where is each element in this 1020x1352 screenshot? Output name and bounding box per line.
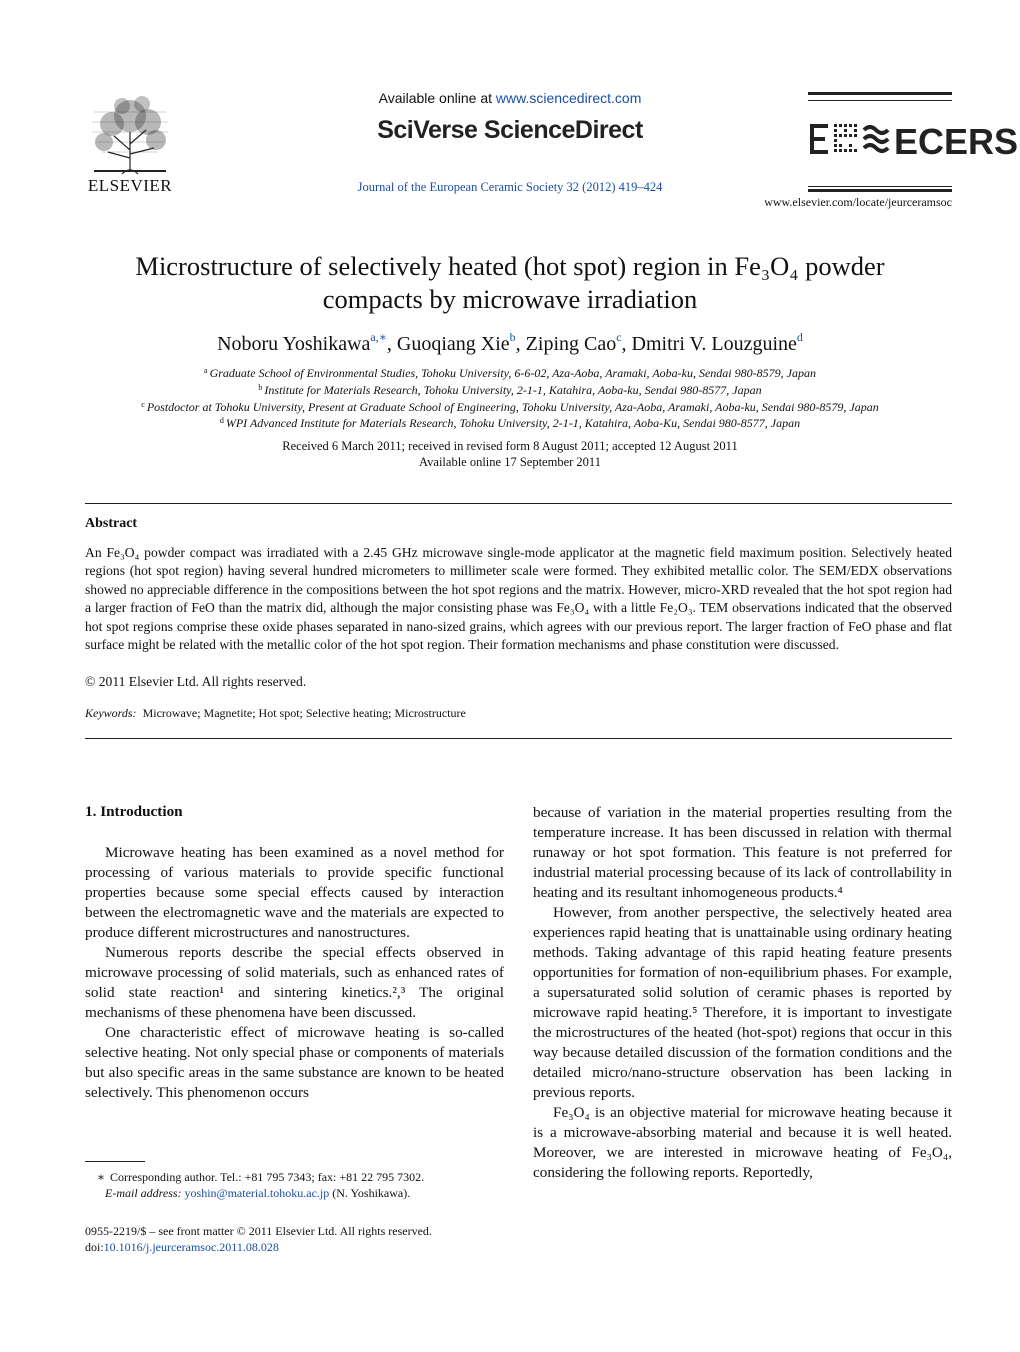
author-name: Noboru Yoshikawa bbox=[217, 333, 371, 355]
abstract-top-rule bbox=[85, 503, 952, 504]
ecers-logo bbox=[808, 92, 1019, 192]
affiliation-key: b bbox=[258, 383, 263, 392]
author-affiliation-marker[interactable]: b bbox=[509, 330, 516, 344]
author-separator: , bbox=[515, 333, 526, 355]
sciencedirect-link[interactable]: www.sciencedirect.com bbox=[495, 90, 642, 106]
right-column bbox=[533, 803, 952, 1183]
affiliation-key: c bbox=[141, 400, 145, 409]
doi-line bbox=[85, 1239, 515, 1255]
email-link[interactable]: yoshin@material.tohoku.ac.jp bbox=[184, 1186, 330, 1200]
author-name: Dmitri V. Louzguine bbox=[631, 333, 797, 355]
affiliation bbox=[60, 416, 960, 431]
keywords-list: Microwave; Magnetite; Hot spot; Selective heating; Microstructure bbox=[142, 706, 466, 720]
email-suffix: (N. Yoshikawa). bbox=[329, 1186, 411, 1200]
paragraph: Fe₃O₄ is an objective material for microwave heating because it is a microwave-absorbing material and because it is well heated. Moreover, we are interested in microwave heating of Fe₃O₄, considering the following reports. Reportedly, bbox=[533, 1104, 952, 1181]
doi-link[interactable]: 10.1016/j.jeurceramsoc.2011.08.028 bbox=[103, 1240, 279, 1254]
abstract-bottom-rule bbox=[85, 738, 952, 739]
author-name: Ziping Cao bbox=[525, 333, 617, 355]
keywords-line bbox=[85, 706, 466, 721]
available-prefix: Available online at bbox=[378, 90, 496, 106]
footnote-rule bbox=[85, 1161, 145, 1162]
article-title bbox=[80, 250, 940, 316]
available-online-line bbox=[300, 90, 720, 106]
elsevier-wordmark: ELSEVIER bbox=[87, 176, 173, 195]
affiliation bbox=[60, 400, 960, 415]
author-affiliation-marker[interactable]: d bbox=[796, 330, 803, 344]
corresponding-author-note bbox=[85, 1169, 515, 1185]
available-online-date: Available online 17 September 2011 bbox=[419, 455, 601, 469]
abstract-text: An Fe₃O₄ powder compact was irradiated with a 2.45 GHz microwave single-mode applicator at the magnetic field maximum position. Selectively heated regions (hot spot region) having several hundred micrometers to millimeter scale were formed. They exhibited metallic color. The SEM/EDX observations showed no appreciable difference in the compositions between the hot spot regions and the matrix. However, micro-XRD revealed that the hot spot region had a larger fraction of FeO than the matrix did, although the major consisting phase was Fe₃O₄ with a little Fe₂O₃. TEM observations indicated that the observed hot spot regions comprise these oxide phases separated in nano-sized grains, which agrees with our previous report. The larger fraction of FeO phase and flat surface might be related with the metallic color of the hot spot region. Their formation mechanisms and phase constitution were discussed. bbox=[85, 545, 952, 653]
abstract-heading: Abstract bbox=[85, 516, 138, 531]
affiliation-key: a bbox=[204, 366, 208, 375]
affiliation bbox=[60, 366, 960, 381]
left-column bbox=[85, 843, 504, 1103]
author-name: Guoqiang Xie bbox=[396, 333, 510, 355]
corresponding-text: Corresponding author. Tel.: +81 795 7343; fax: +81 22 795 7302. bbox=[110, 1170, 425, 1184]
paragraph: However, from another perspective, the selectively heated area experiences rapid heating that is unattainable using ordinary heating methods. Taking advantage of this rapid heating feature presents opportunities for formation of non-equilibrium phases. For example, a supersaturated solid solution of ceramic phases is reported by microwave rapid heating.⁵ Therefore, it is important to investigate the microstructures of the heated (hot-spot) regions that occur in this way because detailed discussion of the formation conditions and the detailed micro/nano-structure observation has been lacking in previous reports. bbox=[533, 904, 952, 1101]
doi-label: doi: bbox=[85, 1240, 104, 1254]
paragraph: because of variation in the material properties resulting from the temperature increase. It has been discussed in relation with thermal runaway or hot spot formation. This feature is not preferred for industrial material processing because of its lack of controllability in heating and its resultant inhomogeneous products.⁴ bbox=[533, 804, 952, 901]
paragraph: Microwave heating has been examined as a novel method for processing of various materials to provide specific functional properties because some special effects caused by interaction between the electromagnetic wave and the materials are expected to produce different microstructures and nanostructures. bbox=[85, 844, 504, 941]
section-heading: 1. Introduction bbox=[85, 803, 183, 820]
journal-homepage-url[interactable]: www.elsevier.com/locate/jeurceramsoc bbox=[764, 195, 952, 209]
footnote-star: ∗ bbox=[96, 1170, 105, 1184]
front-matter-line: 0955-2219/$ – see front matter © 2011 Elsevier Ltd. All rights reserved. bbox=[85, 1224, 432, 1238]
author-separator: , bbox=[386, 333, 397, 355]
journal-citation-link[interactable]: Journal of the European Ceramic Society 32 (2012) 419–424 bbox=[357, 180, 663, 194]
affiliation-text: WPI Advanced Institute for Materials Research, Tohoku University, 2-1-1, Katahira, Aoba-Ku, Sendai 980-8577, Japan bbox=[225, 416, 801, 430]
email-label: E-mail address: bbox=[105, 1186, 182, 1200]
affiliation-text: Graduate School of Environmental Studies, Tohoku University, 6-6-02, Aza-Aoba, Aramaki, Aoba-ku, Sendai 980-8579, Japan bbox=[209, 366, 816, 380]
email-note bbox=[85, 1185, 535, 1201]
received-dates: Received 6 March 2011; received in revised form 8 August 2011; accepted 12 August 2011 bbox=[282, 439, 738, 453]
author-affiliation-marker[interactable]: c bbox=[616, 330, 622, 344]
keywords-label: Keywords: bbox=[85, 706, 137, 720]
author-list bbox=[80, 330, 940, 356]
affiliation bbox=[60, 383, 960, 398]
affiliation-key: d bbox=[219, 416, 224, 425]
title-line-2: compacts by microwave irradiation bbox=[322, 284, 698, 314]
title-line-1: Microstructure of selectively heated (hot spot) region in Fe₃O₄ powder bbox=[135, 251, 885, 281]
copyright-notice: © 2011 Elsevier Ltd. All rights reserved. bbox=[85, 674, 307, 689]
affiliation-text: Postdoctor at Tohoku University, Present at Graduate School of Engineering, Tohoku University, Aza-Aoba, Aramaki, Aoba-ku, Sendai 980-8579, Japan bbox=[146, 400, 879, 414]
paragraph: One characteristic effect of microwave heating is so-called selective heating. Not only special phase or components of materials but also specific areas in the same substance are known to be heated selectively. This phenomenon occurs bbox=[85, 1024, 504, 1101]
sciverse-sciencedirect-wordmark: SciVerse ScienceDirect bbox=[377, 116, 643, 144]
affiliation-text: Institute for Materials Research, Tohoku University, 2-1-1, Katahira, Aoba-ku, Sendai 980-8577, Japan bbox=[264, 383, 762, 397]
author-separator: , bbox=[621, 333, 632, 355]
author-affiliation-marker[interactable]: a,∗ bbox=[370, 330, 387, 344]
ecers-logo-text: ECERS bbox=[894, 121, 1019, 162]
paragraph: Numerous reports describe the special effects observed in microwave processing of solid materials, such as enhanced rates of solid state reaction¹ and sintering kinetics.²,³ The original mechanisms of these phenomena have been discussed. bbox=[85, 944, 504, 1021]
